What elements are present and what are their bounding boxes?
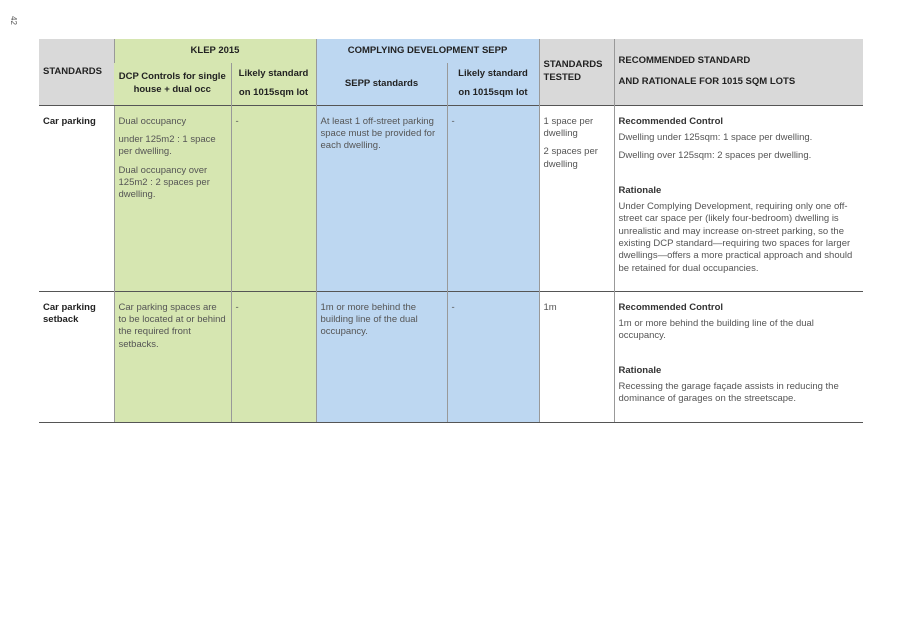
header-klep-likely (231, 63, 316, 105)
rec-control-text: Dwelling under 125sqm: 1 space per dwelling. (618, 131, 813, 143)
header-klep-likely-line1: Likely standard (238, 68, 309, 80)
header-recommended-line1: RECOMMENDED STANDARD (618, 55, 751, 67)
tested-cell (539, 291, 614, 422)
rationale-text: Recessing the garage façade assists in reducing the dominance of garages on the streetscape. (618, 380, 839, 405)
rec-control-label: Recommended Control (618, 301, 724, 313)
header-sepp: COMPLYING DEVELOPMENT SEPP (316, 39, 539, 63)
standard-cell: Car parking (39, 105, 114, 291)
table-row (39, 105, 863, 291)
rec-control-label: Recommended Control (618, 115, 724, 127)
rationale-label: Rationale (618, 364, 662, 376)
tested-cell (539, 105, 614, 291)
header-sepp-likely-line2: on 1015sqm lot (458, 86, 528, 98)
tested-text: 2 spaces per dwelling (543, 146, 598, 170)
dcp-text: Car parking spaces are to be located at or behind the required front setbacks. (118, 301, 226, 350)
sepp-cell: At least 1 off-street parking space must be provided for each dwelling. (316, 105, 447, 291)
klep-likely-cell: - (231, 105, 316, 291)
header-dcp-controls: DCP Controls for single house + dual occ (114, 63, 231, 105)
sepp-likely-cell: - (447, 105, 539, 291)
dcp-text: Dual occupancy over 125m2 : 2 spaces per dwelling. (118, 164, 210, 201)
standards-table (39, 39, 863, 423)
table-row (39, 291, 863, 422)
dcp-cell (114, 291, 231, 422)
header-standards: STANDARDS (39, 39, 114, 105)
dcp-text: under 125m2 : 1 space per dwelling. (118, 133, 216, 158)
recommended-cell (614, 105, 863, 291)
klep-likely-cell: - (231, 291, 316, 422)
header-recommended-line2: AND RATIONALE FOR 1015 SQM LOTS (618, 75, 796, 87)
rationale-text: Under Complying Development, requiring only one off-street car space per (likely four-bedroom) dwelling is unrealistic and may increase on-street parking, so the existing DCP standard—requiring two spaces for larger dwellings—offers a more practical approach and should be retained for dual occupancies. (618, 200, 853, 274)
header-klep-likely-line2: on 1015sqm lot (238, 86, 309, 98)
header-sepp-standards: SEPP standards (316, 63, 447, 105)
recommended-cell (614, 291, 863, 422)
tested-text: 1 space per dwelling (543, 115, 594, 139)
header-tested: STANDARDS TESTED (539, 39, 614, 105)
header-recommended (614, 39, 863, 105)
page-number: 42 (9, 16, 18, 25)
tested-text: 1m (543, 301, 557, 313)
rec-control-text: 1m or more behind the building line of the dual occupancy. (618, 317, 814, 342)
sepp-likely-cell: - (447, 291, 539, 422)
header-sepp-likely-line1: Likely standard (458, 68, 528, 80)
rec-control-text: Dwelling over 125sqm: 2 spaces per dwelling. (618, 150, 812, 162)
standard-cell: Car parking setback (39, 291, 114, 422)
header-klep: KLEP 2015 (114, 39, 316, 63)
sepp-cell: 1m or more behind the building line of the dual occupancy. (316, 291, 447, 422)
dcp-text: Dual occupancy (118, 115, 187, 127)
rationale-label: Rationale (618, 184, 662, 196)
header-sepp-likely (447, 63, 539, 105)
dcp-cell (114, 105, 231, 291)
